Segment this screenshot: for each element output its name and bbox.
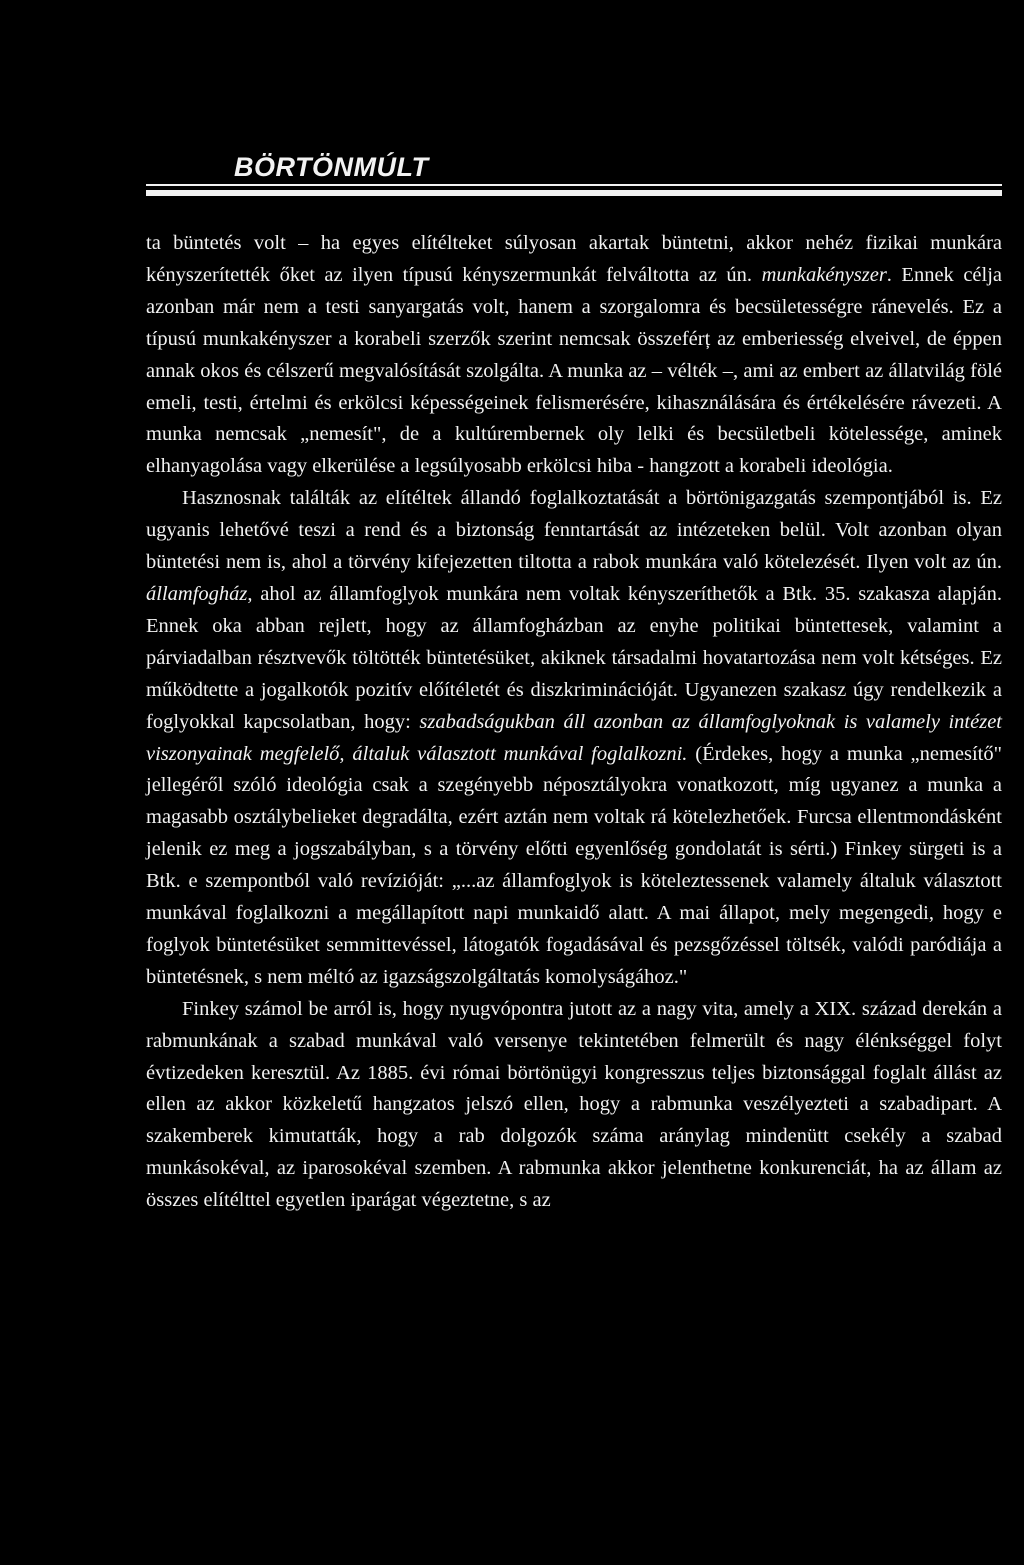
section-title: BÖRTÖNMÚLT — [234, 152, 429, 182]
paragraph-2-italic-term: államfogház — [146, 582, 248, 605]
header-rule-thin — [146, 184, 1002, 186]
running-header — [146, 150, 1002, 210]
paragraph-2-text-a: Hasznosnak találták az elítéltek állandó foglalkoztatását a börtönigazgatás szempontjából is. Ez ugyanis lehetővé teszi a rend és a biztonság fenntartását az intézeteken belül. Volt azonban olyan büntetési nem is, ahol a törvény kifejezetten tiltotta a rabok munkára való kötelezését. Ilyen volt az ún. — [146, 487, 1002, 574]
paragraph-1 — [146, 228, 1002, 483]
paragraph-1-text-a: ta büntetés volt – ha egyes elítélteket súlyosan akartak büntetni, akkor nehéz fizikai munkára kényszerítették őket az ilyen típusú kényszermunkát felváltotta az ún. — [146, 232, 1002, 286]
paragraph-2-text-b: , ahol az államfoglyok munkára nem voltak kényszeríthetők a Btk. 35. szakasza alapján. Ennek oka abban rejlett, hogy az államfogházban az enyhe politikai büntettesek, valamint a párviadalban résztvevők töltötték büntetésüket, akiknek társadalmi hovatartozása nem volt kétséges. Ez működtette a jogalkotók pozitív előítéletét és diszkriminációját. Ugyanezen szakasz úgy rendelkezik a foglyokkal kapcsolatban, hogy: — [146, 582, 1002, 733]
paragraph-2-italic-quote: szabadságukban áll azonban az államfoglyoknak is valamely intézet viszonyainak megfelelő, általuk választott munkával foglalkozni. — [146, 710, 1002, 765]
paragraph-2 — [146, 483, 1002, 994]
paragraph-1-italic-term: munkakényszer — [761, 263, 887, 286]
paragraph-1-text-b: . Ennek célja azonban már nem a testi sanyargatás volt, hanem a szorgalomra és becsületességre ránevelés. Ez a típusú munkakényszer a korabeli szerzők szerint nemcsak összeférț az emberiesség elveivel, de éppen annak okos és célszerű megvalósítását szolgálta. A munka az – vélték –, ami az embert az állatvilág fölé emeli, testi, értelmi és erkölcsi képességeinek felismerésére, kihasználására és értékelésére rávezeti. A munka nemcsak „nemesít", de a kultúrembernek oly lelki és becsületbeli kötelessége, aminek elhanyagolása vagy elkerülése a legsúlyosabb erkölcsi hiba - hangzott a korabeli ideológia. — [146, 263, 1003, 478]
header-rule-thick — [146, 190, 1002, 196]
paragraph-3: Finkey számol be arról is, hogy nyugvópontra jutott az a nagy vita, amely a XIX. század derekán a rabmunkának a szabad munkával való versenye tekintetében felmerült és nagy élénkséggel folyt évtizedeken keresztül. Az 1885. évi római börtönügyi kongresszus teljes biztonsággal foglalt állást az ellen az akkor közkeletű hangzatos jelszó ellen, hogy a rabmunka veszélyezteti a szabadipart. A szakemberek kimutatták, hogy a rab dolgozók száma aránylag mindenütt csekély a szabad munkásokéval, az iparosokéval szemben. A rabmunka akkor jelenthetne konkurenciát, ha az állam az összes elítélttel egyetlen iparágat végeztetne, s az — [146, 997, 1002, 1212]
page-body — [146, 228, 1002, 1217]
paragraph-2-text-c: (Érdekes, hogy a munka „nemesítő" jellegéről szóló ideológia csak a szegényebb néposztályokra vonatkozott, míg ugyanez a munka a magasabb osztálybelieket degradálta, ezért aztán nem voltak rá kötelezhetőek. Furcsa ellentmondásként jelenik ez meg a jogszabályban, s a törvény előtti egyenlőség gondolatát is sérti.) Finkey sürgeti is a Btk. e szempontból való revízióját: „...az államfoglyok is köteleztessenek valamely általuk választott munkával foglalkozni a megállapított napi munkaidő alatt. A mai állapot, mely megengedi, hogy e foglyok büntetésüket semmittevéssel, látogatók fogadásával és pezsgőzéssel töltsék, valódi paródiája a büntetésnek, s nem méltó az igazságszolgáltatás komolyságához." — [146, 742, 1002, 988]
